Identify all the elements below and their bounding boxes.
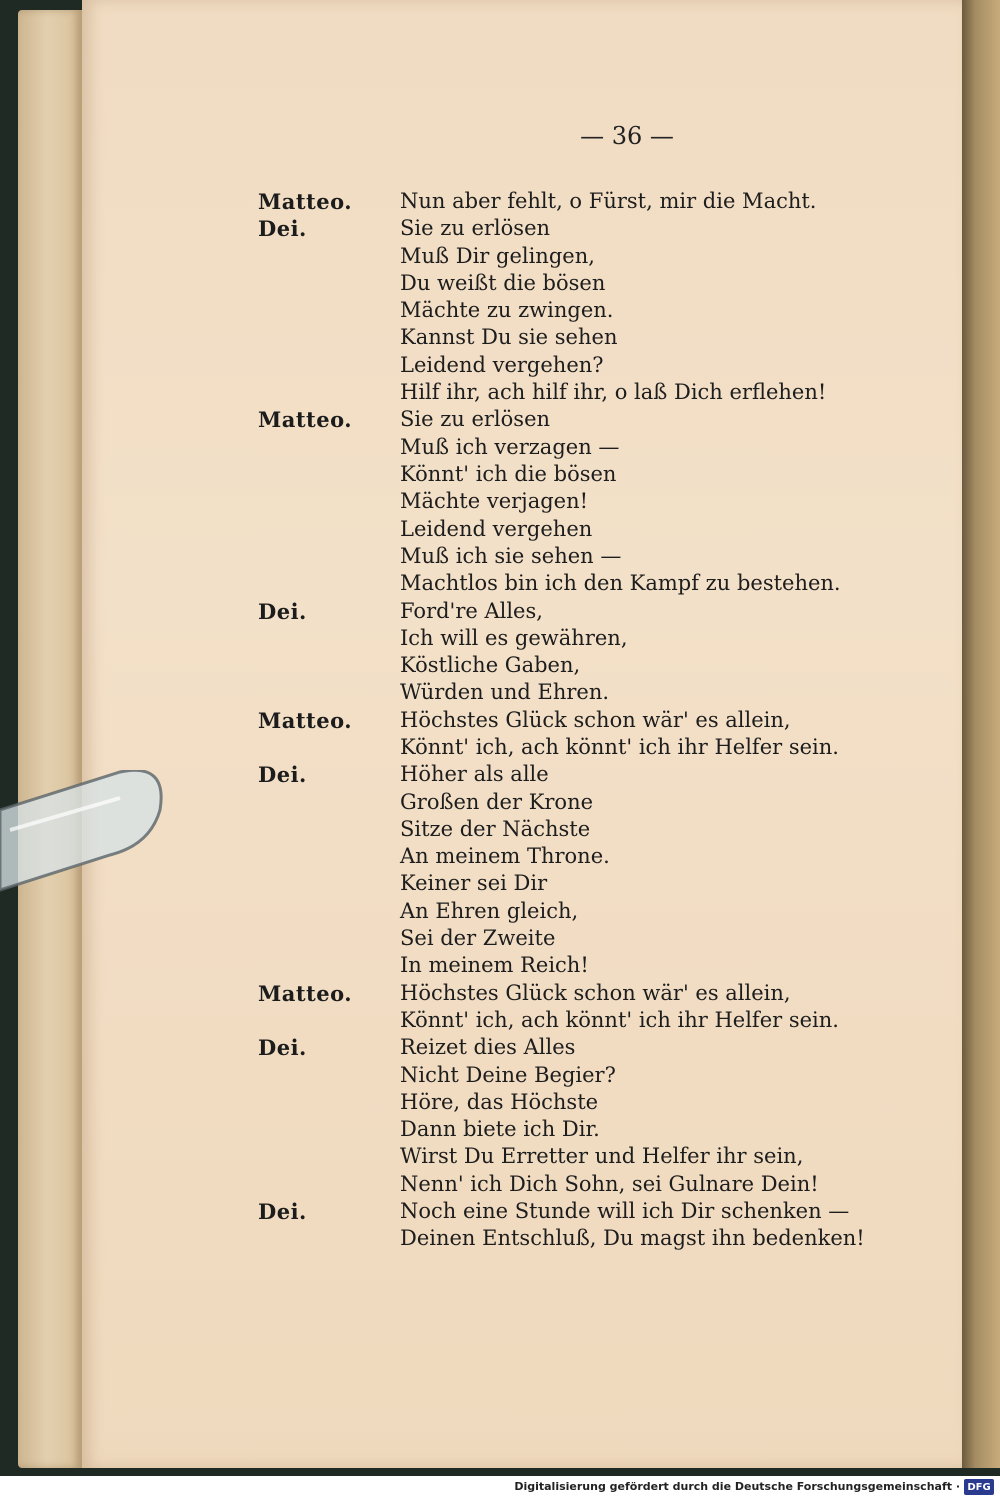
- verse-line: Muß Dir gelingen,: [400, 243, 595, 268]
- verse-line: Höre, das Höchste: [400, 1089, 599, 1114]
- dfg-logo: DFG: [964, 1479, 994, 1495]
- verse-line: Sei der Zweite: [400, 926, 556, 951]
- verse-line: Deinen Entschluß, Du magst ihn bedenken!: [400, 1226, 865, 1251]
- verse-line: Noch eine Stunde will ich Dir schenken —: [400, 1199, 850, 1224]
- speech-lines: [400, 215, 870, 406]
- footer-bar: [0, 1476, 1000, 1500]
- verse-line: Könnt' ich die bösen: [400, 461, 617, 486]
- page-clip: [0, 770, 170, 940]
- verse-line: Du weißt die bösen: [400, 270, 606, 295]
- verse-line: Könnt' ich, ach könnt' ich ihr Helfer sein.: [400, 1007, 839, 1032]
- page-number: — 36 —: [580, 122, 674, 150]
- speech-lines: [400, 980, 870, 1035]
- verse-line: Köstliche Gaben,: [400, 653, 581, 678]
- verse-line: Hilf ihr, ach hilf ihr, o laß Dich erflehen!: [400, 380, 827, 405]
- verse-line: Würden und Ehren.: [400, 680, 610, 705]
- speaker-name: Dei.: [258, 216, 307, 242]
- verse-line: Leidend vergehen: [400, 516, 593, 541]
- speech-lines: [400, 598, 870, 707]
- digitization-credit: Digitalisierung gefördert durch die Deutsche Forschungsgemeinschaft ·: [514, 1480, 960, 1493]
- speaker-name: Matteo.: [258, 189, 353, 214]
- verse-line: Mächte zu zwingen.: [400, 298, 614, 323]
- speech-lines: [400, 707, 870, 762]
- verse-line: Muß ich sie sehen —: [400, 543, 622, 568]
- speaker-name: Dei.: [258, 1035, 307, 1061]
- book-page: [82, 0, 962, 1468]
- verse-line: An Ehren gleich,: [400, 898, 579, 923]
- verse-line: Großen der Krone: [400, 789, 594, 814]
- speaker-name: Matteo.: [258, 407, 353, 433]
- verse-line: Nicht Deine Begier?: [400, 1062, 616, 1087]
- speaker-name: Dei.: [258, 1199, 307, 1225]
- page-gutter: [962, 0, 1000, 1468]
- speech-lines: [400, 1034, 870, 1198]
- verse-line: Kannst Du sie sehen: [400, 325, 618, 350]
- speech-lines: [400, 761, 870, 979]
- verse-line: Reizet dies Alles: [400, 1035, 576, 1060]
- verse-line: Sie zu erlösen: [400, 407, 551, 432]
- verse-line: Höchstes Glück schon wär' es allein,: [400, 980, 791, 1005]
- verse-line: Sitze der Nächste: [400, 816, 591, 841]
- verse-line: Könnt' ich, ach könnt' ich ihr Helfer sein.: [400, 734, 839, 759]
- verse-line: An meinem Throne.: [400, 844, 610, 869]
- verse-line: Machtlos bin ich den Kampf zu bestehen.: [400, 571, 841, 596]
- verse-line: In meinem Reich!: [400, 953, 589, 978]
- book-edge: [18, 10, 82, 1468]
- verse-line: Dann biete ich Dir.: [400, 1117, 600, 1142]
- speaker-name: Dei.: [258, 762, 307, 788]
- speech-lines: [400, 188, 870, 215]
- verse-line: Höher als alle: [400, 762, 549, 787]
- verse-line: Keiner sei Dir: [400, 871, 548, 896]
- verse-line: Leidend vergehen?: [400, 352, 604, 377]
- verse-line: Wirst Du Erretter und Helfer ihr sein,: [400, 1144, 804, 1169]
- speech-lines: [400, 406, 870, 597]
- verse-line: Sie zu erlösen: [400, 216, 551, 241]
- verse-line: Ich will es gewähren,: [400, 625, 628, 650]
- verse-line: Mächte verjagen!: [400, 489, 589, 514]
- verse-line: Ford're Alles,: [400, 598, 543, 623]
- verse-line: Nun aber fehlt, o Fürst, mir die Macht.: [400, 189, 817, 213]
- verse-line: Muß ich verzagen —: [400, 434, 620, 459]
- verse-line: Nenn' ich Dich Sohn, sei Gulnare Dein!: [400, 1171, 819, 1196]
- speaker-name: Matteo.: [258, 707, 353, 733]
- verse-line: Höchstes Glück schon wär' es allein,: [400, 707, 791, 732]
- speech-lines: [400, 1198, 870, 1253]
- speaker-name: Matteo.: [258, 980, 353, 1006]
- speaker-name: Dei.: [258, 598, 307, 624]
